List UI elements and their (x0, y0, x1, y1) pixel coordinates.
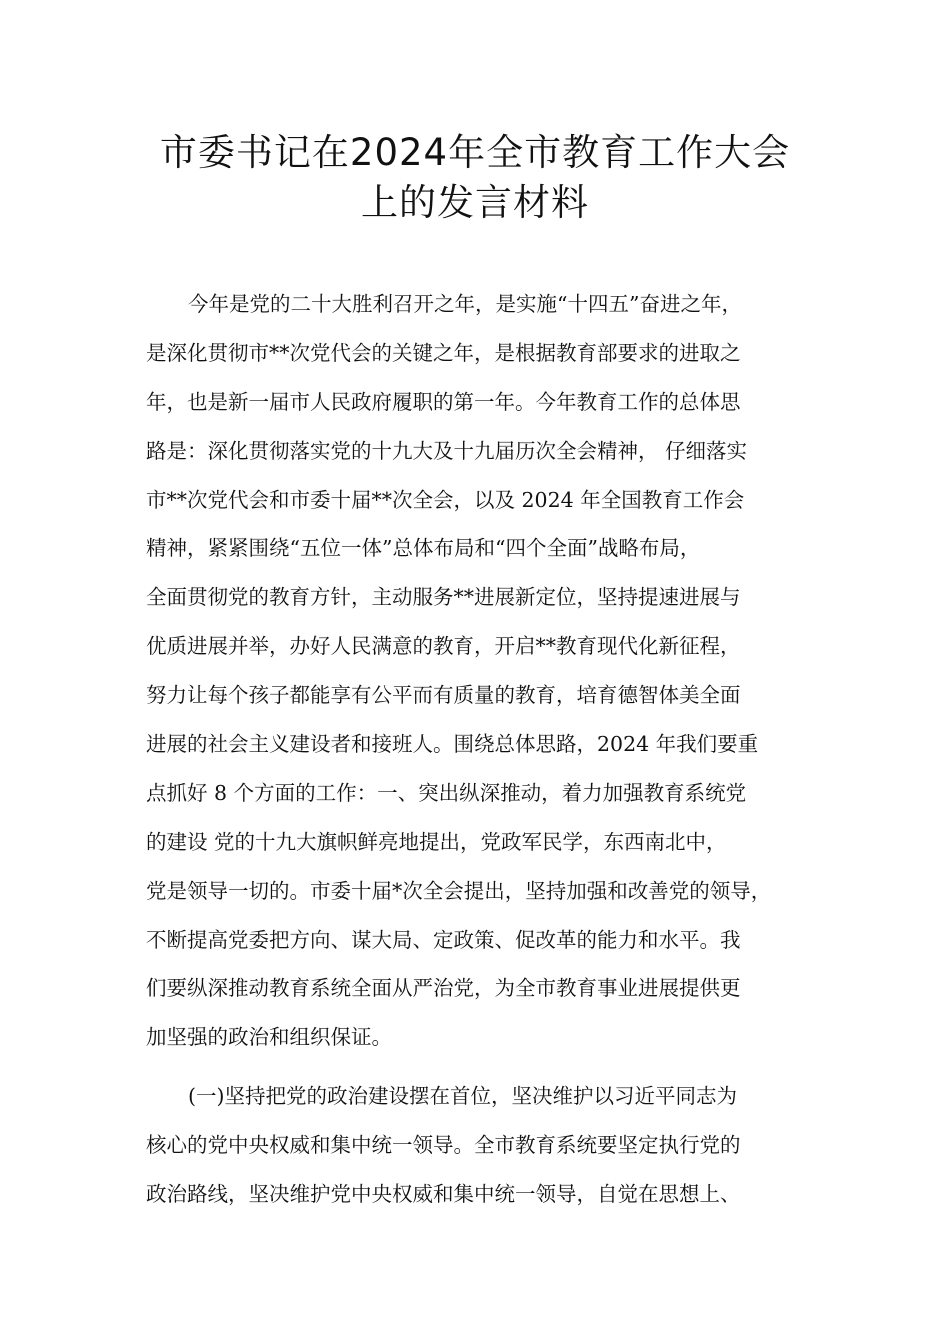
paragraph-1 (146, 280, 826, 1062)
text-line: 不断提高党委把方向、谋大局、定政策、促改革的能力和水平。我 (146, 927, 741, 952)
text-line: 加坚强的政治和组织保证。 (146, 1025, 392, 1050)
text-line: 今年是党的二十大胜利召开之年，是实施“十四五”奋进之年， (188, 292, 742, 316)
text-line: 是深化贯彻市**次党代会的关键之年，是根据教育部要求的进取之 (146, 340, 741, 365)
paragraph-spacer (146, 1062, 826, 1072)
document-body (146, 280, 826, 1219)
text-line: 市**次党代会和市委十届**次全会，以及 2024 年全国教育工作会 (146, 487, 745, 512)
text-line: 的建设 党的十九大旗帜鲜亮地提出，党政军民学，东西南北中， (146, 829, 727, 854)
text-line: (一)坚持把党的政治建设摆在首位，坚决维护以习近平同志为 (188, 1084, 737, 1109)
text-line: 进展的社会主义建设者和接班人。围绕总体思路，2024 年我们要重 (146, 732, 759, 757)
text-line: 路是：深化贯彻落实党的十九大及十九届历次全会精神， 仔细落实 (146, 438, 748, 463)
paragraph-2 (146, 1072, 826, 1219)
text-line: 们要纵深推动教育系统全面从严治党，为全市教育事业进展提供更 (146, 976, 741, 1001)
title-line-2: 上的发言材料 (361, 181, 589, 224)
text-line: 核心的党中央权威和集中统一领导。全市教育系统要坚定执行党的 (146, 1133, 741, 1158)
title-line-1: 市委书记在2024年全市教育工作大会 (159, 131, 791, 174)
text-line: 精神，紧紧围绕“五位一体”总体布局和“四个全面”战略布局， (146, 536, 701, 561)
text-line: 努力让每个孩子都能享有公平而有质量的教育，培育德智体美全面 (146, 683, 741, 708)
text-line: 优质进展并举，办好人民满意的教育，开启**教育现代化新征程， (146, 634, 741, 659)
document-title (0, 128, 950, 228)
text-line: 党是领导一切的。市委十届*次全会提出，坚持加强和改善党的领导， (146, 878, 772, 903)
text-line: 年，也是新一届市人民政府履职的第一年。今年教育工作的总体思 (146, 389, 741, 414)
text-line: 点抓好 8 个方面的工作：一、突出纵深推动，着力加强教育系统党 (146, 780, 747, 805)
text-line: 政治路线，坚决维护党中央权威和集中统一领导，自觉在思想上、 (146, 1182, 741, 1207)
text-line: 全面贯彻党的教育方针，主动服务**进展新定位，坚持提速进展与 (146, 585, 741, 610)
